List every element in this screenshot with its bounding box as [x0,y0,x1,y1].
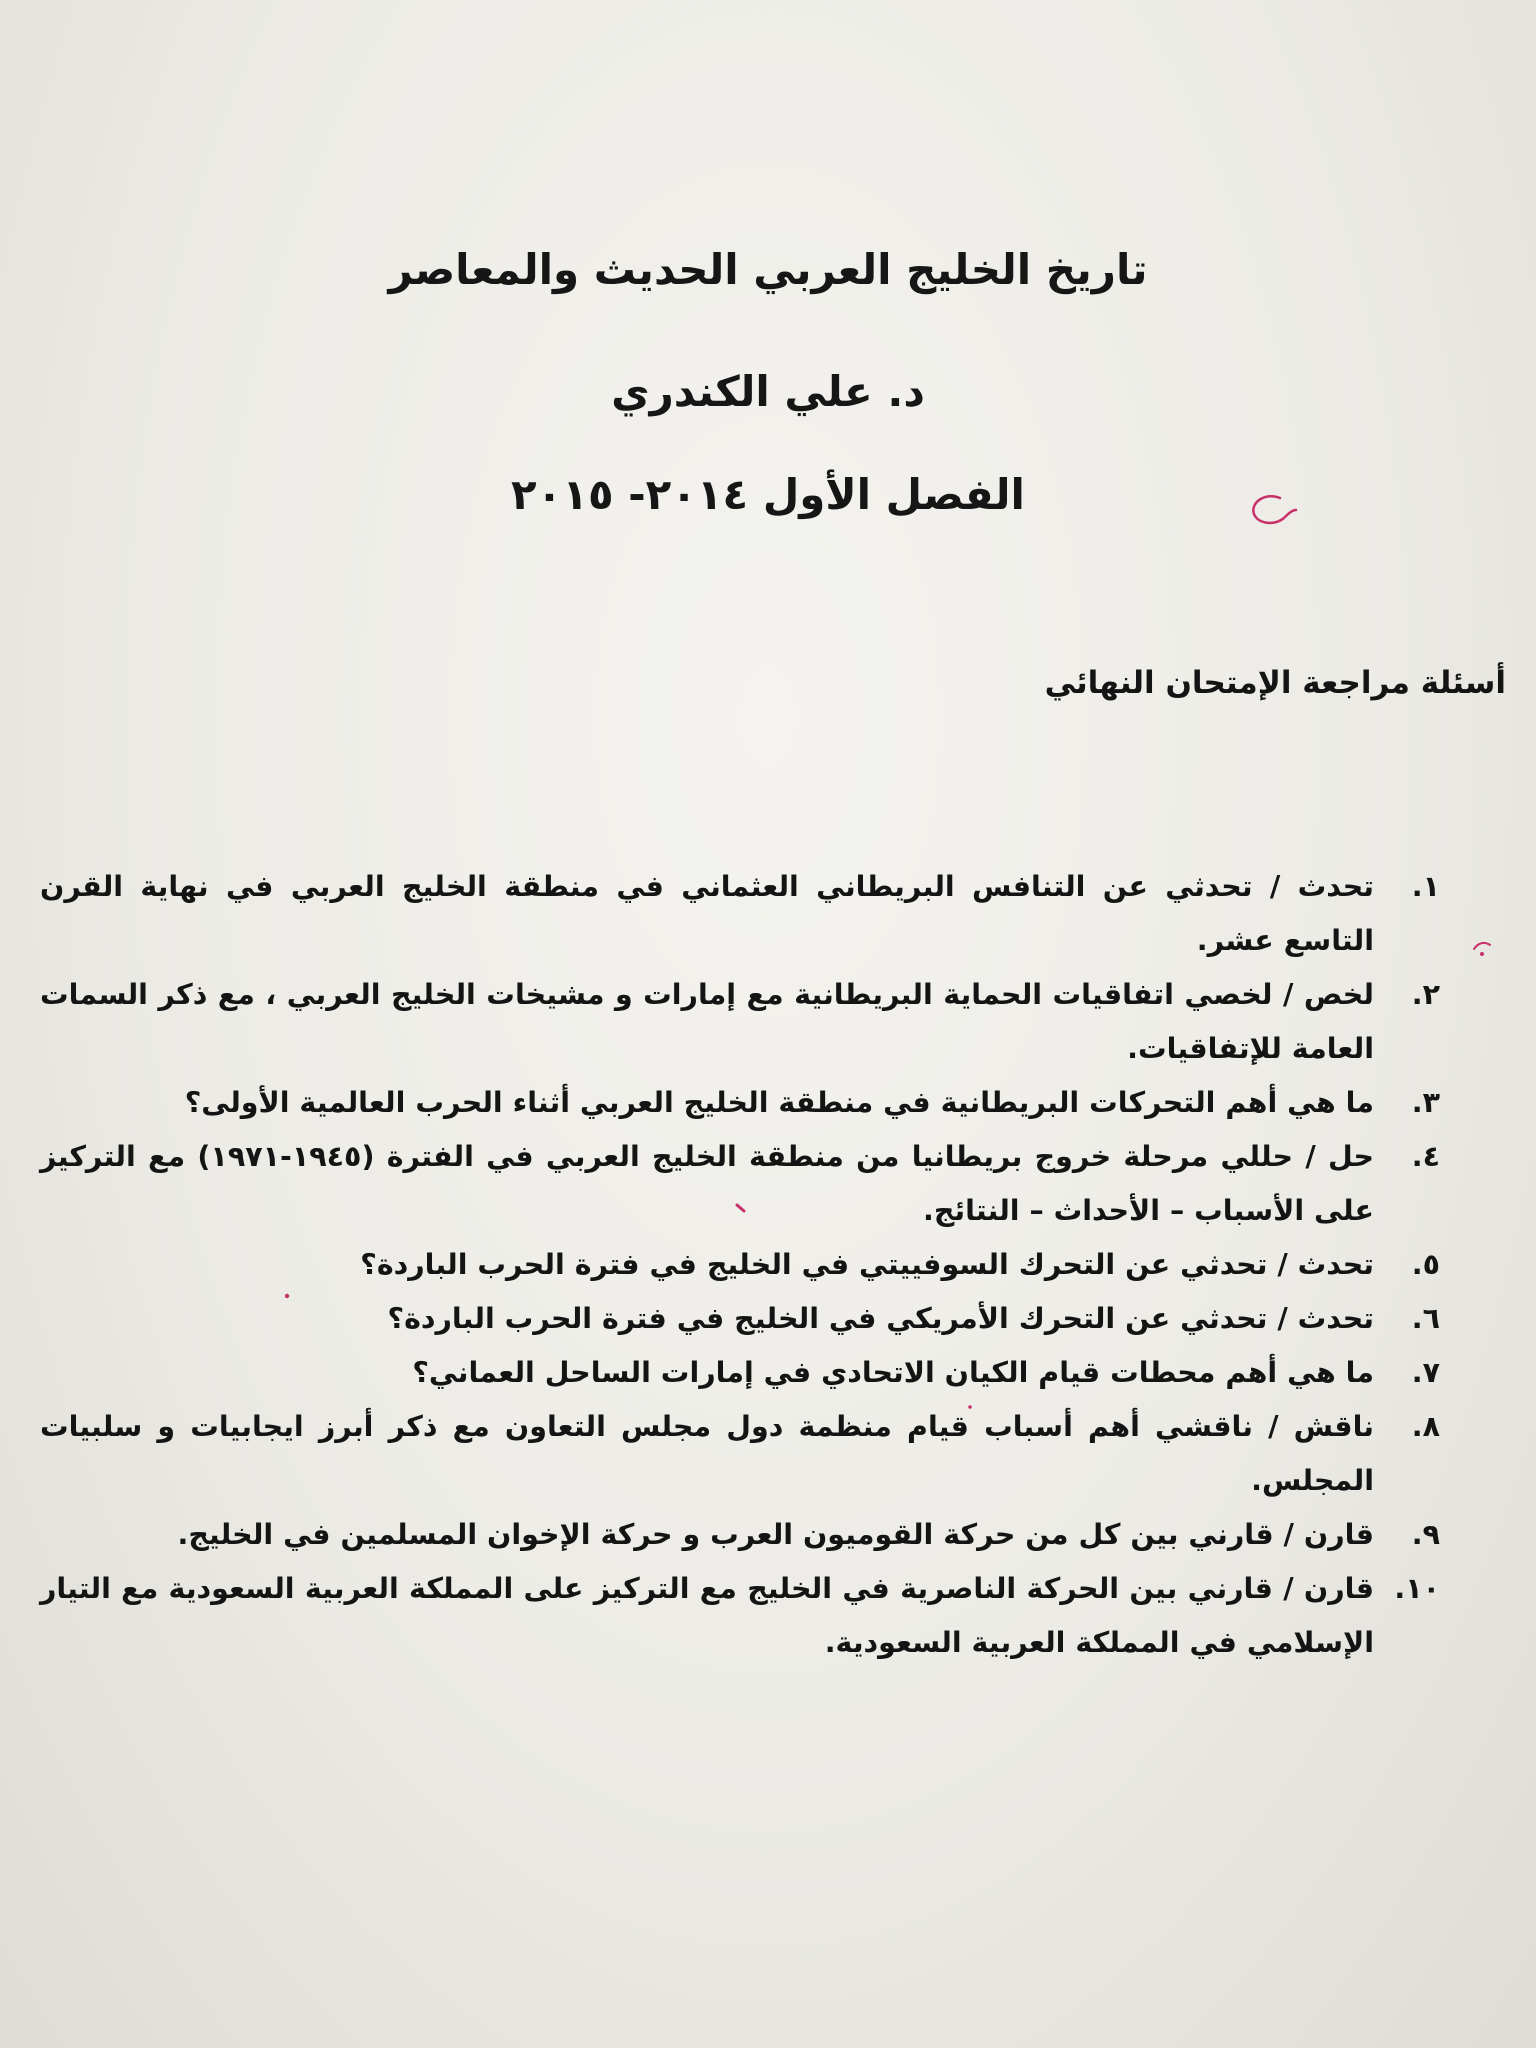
question-number: ٨. [1411,1410,1440,1443]
question-text: قارن / قارني بين الحركة الناصرية في الخليج مع التركيز على المملكة العربية السعودية مع التيار الإسلامي في المملكة العربية السعودية. [40,1572,1374,1659]
question-text: ما هي أهم محطات قيام الكيان الاتحادي في إمارات الساحل العماني؟ [412,1356,1374,1389]
semester-label: الفصل الأول ٢٠١٤- ٢٠١٥ [511,470,1025,519]
question-text: حل / حللي مرحلة خروج بريطانيا من منطقة الخليج العربي في الفترة (١٩٤٥-١٩٧١) مع التركيز على الأسباب – الأحداث – النتائج. [40,1140,1374,1227]
question-number: ٣. [1411,1086,1440,1119]
question-item [40,860,1536,968]
question-item [40,968,1536,1076]
course-title: تاريخ الخليج العربي الحديث والمعاصر [388,245,1148,294]
question-number: ٢. [1411,978,1440,1011]
question-number: ١٠. [1394,1572,1440,1605]
section-title: أسئلة مراجعة الإمتحان النهائي [1044,665,1506,701]
instructor-name: د. علي الكندري [611,367,925,416]
question-number: ١. [1411,870,1440,903]
question-text: ناقش / ناقشي أهم أسباب قيام منظمة دول مجلس التعاون مع ذكر أبرز ايجابيات و سلبيات المجلس. [40,1410,1374,1497]
question-text: ما هي أهم التحركات البريطانية في منطقة الخليج العربي أثناء الحرب العالمية الأولى؟ [184,1086,1374,1119]
question-text: تحدث / تحدثي عن التحرك السوفييتي في الخليج في فترة الحرب الباردة؟ [360,1248,1374,1281]
question-number: ٦. [1411,1302,1440,1335]
question-item [40,1292,1536,1346]
question-item [40,1562,1536,1670]
question-text: تحدث / تحدثي عن التنافس البريطاني العثماني في منطقة الخليج العربي في نهاية القرن التاسع عشر. [40,870,1374,957]
question-item [40,1076,1536,1130]
question-item [40,1238,1536,1292]
question-number: ٧. [1411,1356,1440,1389]
question-text: تحدث / تحدثي عن التحرك الأمريكي في الخليج في فترة الحرب الباردة؟ [387,1302,1374,1335]
question-item [40,1400,1536,1508]
question-number: ٤. [1411,1140,1440,1173]
question-text: قارن / قارني بين كل من حركة القوميون العرب و حركة الإخوان المسلمين في الخليج. [177,1518,1374,1551]
question-list [40,860,1536,1670]
question-item [40,1508,1536,1562]
question-item [40,1346,1536,1400]
question-number: ٩. [1411,1518,1440,1551]
question-item [40,1130,1536,1238]
question-text: لخص / لخصي اتفاقيات الحماية البريطانية مع إمارات و مشيخات الخليج العربي ، مع ذكر السمات العامة للإتفاقيات. [40,978,1374,1065]
question-number: ٥. [1411,1248,1440,1281]
